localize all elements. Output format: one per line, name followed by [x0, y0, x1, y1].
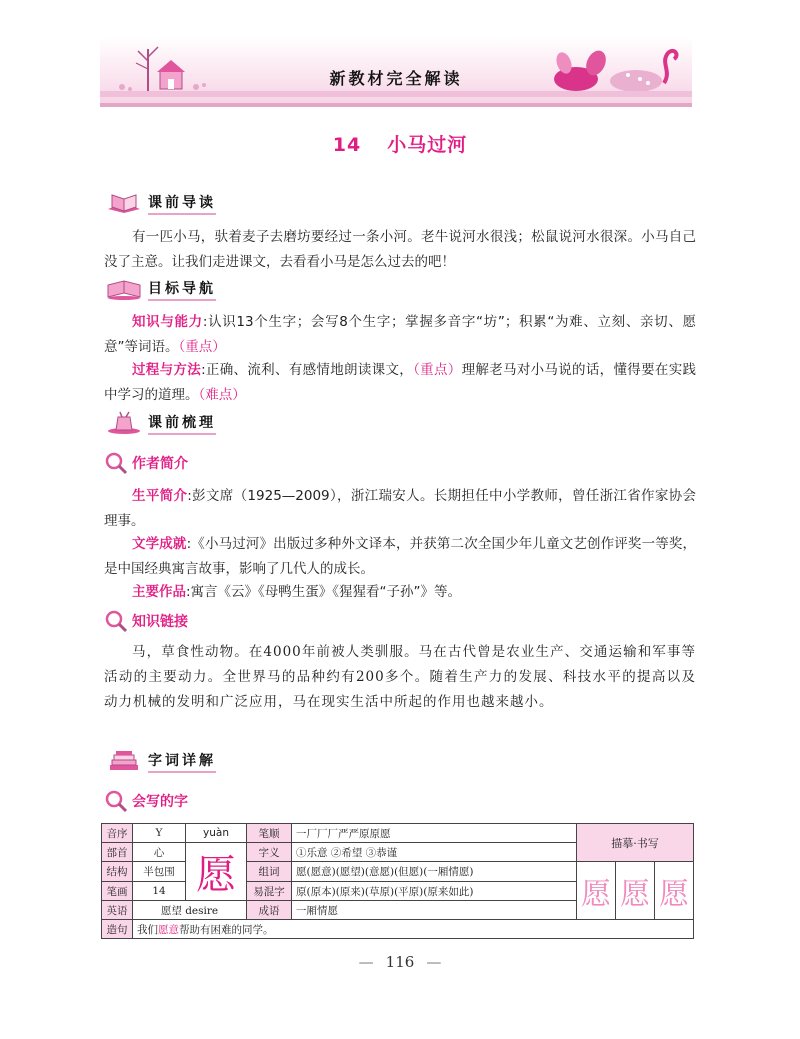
- structure-value: 半包围: [133, 862, 186, 882]
- stroke-order-label: 笔顺: [247, 824, 292, 843]
- idiom: 一厢情愿: [292, 901, 577, 920]
- radical-value: 心: [133, 843, 186, 862]
- goal-knowledge-note: （重点）: [178, 339, 226, 355]
- page-number: 116: [385, 953, 415, 971]
- trace-char-1: 愿: [577, 862, 616, 920]
- page-footer: [0, 953, 800, 971]
- goal-process-note1: （重点）: [413, 362, 462, 378]
- goal-process-label: 过程与方法: [132, 362, 202, 378]
- section-goals-head: [104, 276, 216, 302]
- trace-char-3: 愿: [655, 862, 694, 920]
- header-stripe: [100, 91, 692, 97]
- footer-dash-left: —: [358, 953, 374, 971]
- character-table: [101, 823, 694, 939]
- radical-label: 部首: [102, 843, 133, 862]
- strokes-value: 14: [133, 882, 186, 901]
- confuse: 原(原本)(原来)(草原)(平原)(原来如此): [292, 882, 577, 901]
- meaning: ①乐意 ②希望 ③恭谨: [292, 843, 577, 862]
- header-title: 新教材完全解读: [329, 69, 463, 88]
- author-works-text: 寓言《云》《母鸭生蛋》《猩猩看“子孙”》等。: [190, 584, 462, 600]
- stroke-order: 一厂厂厂严严原原愿: [292, 824, 577, 843]
- footer-dash-right: —: [426, 953, 442, 971]
- goal-knowledge-label: 知识与能力: [132, 314, 203, 330]
- trace-char-2: 愿: [616, 862, 655, 920]
- goal-process-text2: 理解老马对小马说的话，懂得要在实践中学习的道理。: [104, 362, 697, 403]
- pencil-cup-icon: [104, 411, 144, 435]
- section-preview-head: [104, 190, 216, 216]
- author-achieve-label: 文学成就: [132, 536, 187, 552]
- knowledge-text: 马，草食性动物。在4000年前被人类驯服。马在古代曾是农业生产、交通运输和军事等活动的主要动力。全世界马的品种约有200多个。随着生产力的发展、科技水平的提高以及动力机械的发明和广泛应用，马在现实生活中所起的作用也越来越小。: [104, 644, 696, 710]
- sentence: [133, 920, 694, 939]
- english-label: 英语: [102, 901, 133, 920]
- stacked-books-icon: [104, 749, 144, 773]
- strokes-label: 笔画: [102, 882, 133, 901]
- open-book-icon: [104, 277, 144, 301]
- author-achieve-text: 《小马过河》出版过多种外文译本，并获第二次全国少年儿童文艺创作评奖一等奖，是中国经典寓言故事，影响了几代人的成长。: [104, 536, 697, 577]
- author-bio-label: 生平简介: [132, 488, 188, 504]
- section-review-label: 课前梳理: [148, 412, 216, 435]
- knowledge-head: [104, 609, 188, 633]
- write-label: 会写的字: [132, 794, 188, 810]
- author-works-label: 主要作品: [132, 584, 186, 600]
- goal-knowledge: 知识与能力:认识13个生字；会写8个生字；掌握多音字“坊”；积累“为难、立刻、亲切、愿意”等词语。（重点）: [104, 314, 697, 355]
- structure-label: 结构: [102, 862, 133, 882]
- preview-text: 有一匹小马，驮着麦子去磨坊要经过一条小河。老牛说河水很浅；松鼠说河水很深。小马自己没了主意。让我们走进课文，去看看小马是怎么过去的吧！: [104, 229, 696, 270]
- idiom-label: 成语: [247, 901, 292, 920]
- words: 愿(愿意)(愿望)(意愿)(但愿)(一厢情愿): [292, 862, 577, 882]
- english-value: 愿望 desire: [133, 901, 247, 920]
- order-label: 音序: [102, 824, 133, 843]
- sentence-label: 造句: [102, 920, 133, 939]
- book-icon: [104, 191, 144, 215]
- header-banner: [100, 37, 692, 107]
- magnifier-icon: [104, 789, 128, 813]
- author-head: [104, 451, 188, 475]
- character-glyph: 愿: [186, 843, 247, 901]
- goal-process-text1: 正确、流利、有感情地朗读课文，: [205, 362, 414, 378]
- confuse-label: 易混字: [247, 882, 292, 901]
- goal-knowledge-text: 认识13个生字；会写8个生字；掌握多音字“坊”；积累“为难、立刻、亲切、愿意”等词语。: [104, 314, 697, 355]
- magnifier-icon: [104, 451, 128, 475]
- goal-process: 过程与方法:正确、流利、有感情地朗读课文，（重点）理解老马对小马说的话，懂得要在实践中学习的道理。（难点）: [104, 362, 697, 403]
- section-words-head: [104, 748, 216, 774]
- section-goals-label: 目标导航: [148, 278, 216, 301]
- section-review-head: [104, 410, 216, 436]
- words-label: 组词: [247, 862, 292, 882]
- pinyin: yuàn: [186, 824, 247, 843]
- lesson-name: 小马过河: [387, 134, 468, 156]
- lesson-number: 14: [332, 134, 362, 156]
- sentence-pre: 我们: [137, 923, 158, 936]
- section-words-label: 字词详解: [148, 750, 216, 773]
- sentence-highlight: 愿意: [158, 923, 179, 936]
- author-works: 主要作品:寓言《云》《母鸭生蛋》《猩猩看“子孙”》等。: [132, 584, 462, 600]
- author-label: 作者简介: [132, 456, 188, 472]
- author-achievement: 文学成就:《小马过河》出版过多种外文译本，并获第二次全国少年儿童文艺创作评奖一等奖，是中国经典寓言故事，影响了几代人的成长。: [104, 536, 697, 577]
- magnifier-icon: [104, 609, 128, 633]
- knowledge-label: 知识链接: [132, 614, 188, 630]
- author-bio: 生平简介:彭文席（1925—2009），浙江瑞安人。长期担任中小学教师，曾任浙江省作家协会理事。: [104, 488, 697, 529]
- meaning-label: 字义: [247, 843, 292, 862]
- lesson-title: [0, 130, 800, 157]
- author-bio-text: 彭文席（1925—2009），浙江瑞安人。长期担任中小学教师，曾任浙江省作家协会理事。: [104, 488, 697, 529]
- order-value: Y: [133, 824, 186, 843]
- trace-title: 描摹·书写: [577, 824, 694, 862]
- write-head: [104, 789, 188, 813]
- sentence-post: 帮助有困难的同学。: [179, 923, 274, 936]
- section-preview-label: 课前导读: [148, 192, 216, 215]
- goal-process-note2: （难点）: [198, 387, 246, 403]
